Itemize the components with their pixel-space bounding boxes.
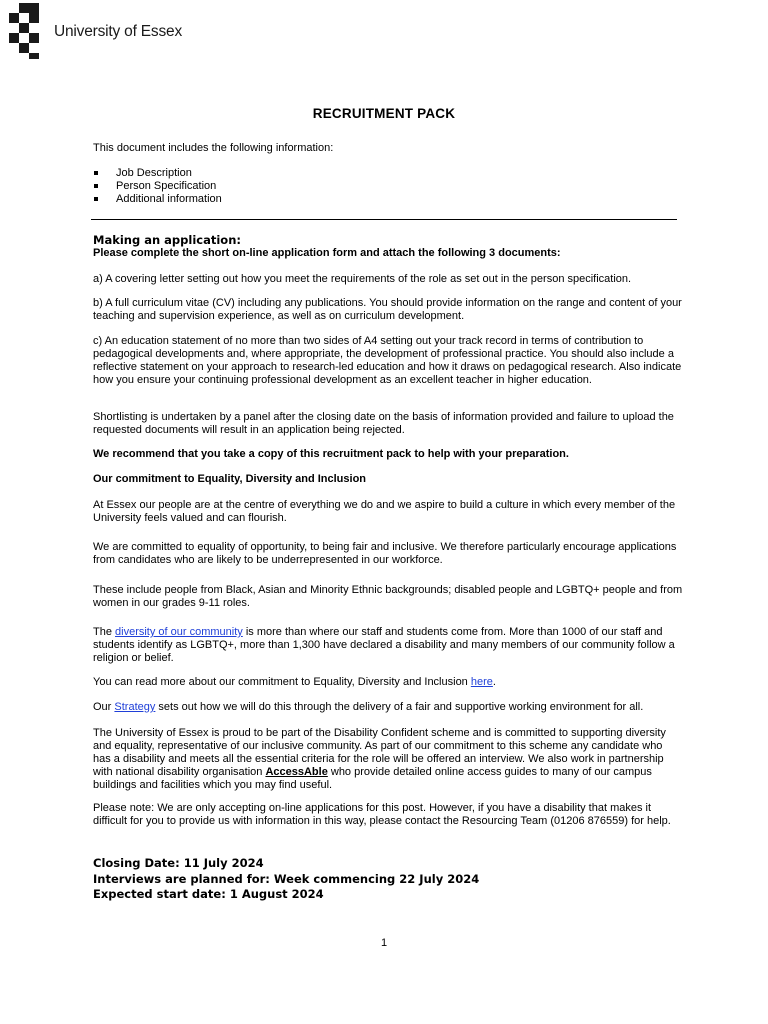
logo-square: [9, 13, 19, 23]
list-item: Job Description: [93, 167, 683, 180]
edi-paragraph-note: Please note: We are only accepting on-line applications for this post. However, if you have a disability that makes it difficult for you to provide us with information in this way, please contact the Resourcing Team (01206 876559) for help.: [93, 802, 671, 827]
contents-list: [93, 167, 683, 206]
section-divider: [91, 219, 677, 220]
logo-square: [9, 33, 19, 43]
edi-paragraph-diversity: [93, 626, 683, 665]
application-subheading: Please complete the short on-line application form and attach the following 3 documents:: [93, 247, 561, 259]
page-title: RECRUITMENT PACK: [312, 106, 456, 121]
text-run: The University of Essex is proud to be part of the Disability Confident scheme and is committed to supporting diversity and equality, representative of our inclusive community. As part of our commitment to this scheme any candidate who has a disability and meets all the essential criteria for the role will be offered an interview. We also work in partnership with national disability organisation: [93, 727, 666, 778]
text-run: Our: [93, 701, 115, 713]
diversity-link[interactable]: diversity of our community: [115, 626, 243, 638]
edi-paragraph-read-more: [93, 676, 683, 689]
item-a-text: a) A covering letter setting out how you meet the requirements of the role as set out in the person specification.: [93, 273, 632, 285]
logo-text: University of Essex: [54, 23, 182, 40]
shortlisting-text: Shortlisting is undertaken by a panel after the closing date on the basis of information provided and failure to upload the requested documents will result in an application being rejected.: [93, 411, 674, 436]
text-run: You can read more about our commitment to Equality, Diversity and Inclusion: [93, 676, 471, 688]
item-c-text: c) An education statement of no more than two sides of A4 setting out your track record in terms of contribution to pedagogical developments and, where appropriate, the development of professional practice. You should also include a reflective statement on your approach to research-led education and how it draws on pedagogical research. Also indicate how you ensure your continuing professional development as an excellent teacher in higher education.: [93, 335, 682, 386]
application-heading: Making an application:: [93, 233, 241, 247]
list-item: Additional information: [93, 193, 683, 206]
edi-paragraph: These include people from Black, Asian and Minority Ethnic backgrounds; disabled people and LGBTQ+ people and from women in our grades 9-11 roles.: [93, 584, 683, 609]
text-run: The: [93, 626, 116, 638]
edi-here-link[interactable]: here: [470, 676, 493, 688]
text-run: who provide detailed online access guides to many of our campus buildings and facilities which you may find useful.: [93, 766, 652, 791]
text-run: is more than where our staff and students come from. More than 1000 of our staff and students identify as LGBTQ+, more than 1,300 have declared a disability and many members of our community follow a religion or belief.: [93, 626, 675, 664]
logo-square: [19, 43, 29, 53]
edi-paragraph-disability: [93, 727, 683, 792]
recommend-text: We recommend that you take a copy of this recruitment pack to help with your preparation.: [93, 448, 569, 460]
university-logo: [9, 3, 209, 63]
edi-paragraph: At Essex our people are at the centre of everything we do and we aspire to build a culture in which every member of the University feels valued and can flourish.: [93, 499, 676, 524]
list-item: Person Specification: [93, 180, 683, 193]
closing-date: Closing Date: 11 July 2024: [93, 856, 264, 870]
accessable-link[interactable]: AccessAble: [265, 766, 328, 778]
logo-square: [29, 53, 39, 59]
intro-text: This document includes the following information:: [93, 142, 334, 154]
edi-heading: Our commitment to Equality, Diversity and Inclusion: [93, 473, 367, 485]
edi-paragraph-strategy: [93, 701, 683, 714]
logo-square: [29, 33, 39, 43]
start-date: Expected start date: 1 August 2024: [93, 887, 324, 901]
interview-date: Interviews are planned for: Week commencing 22 July 2024: [93, 872, 480, 886]
logo-square: [29, 3, 39, 13]
logo-square: [19, 23, 29, 33]
strategy-link[interactable]: Strategy: [114, 701, 156, 713]
item-b-text: b) A full curriculum vitae (CV) including any publications. You should provide information on the range and content of your teaching and supervision experience, as well as on curriculum development.: [93, 297, 682, 322]
text-run: .: [492, 676, 496, 688]
page-number: 1: [380, 937, 388, 949]
edi-paragraph: We are committed to equality of opportunity, to being fair and inclusive. We therefore particularly encourage applications from candidates who are likely to be underrepresented in our workforce.: [93, 541, 677, 566]
logo-square: [19, 3, 29, 13]
logo-square: [29, 13, 39, 23]
text-run: sets out how we will do this through the delivery of a fair and supportive working environment for all.: [155, 701, 644, 713]
